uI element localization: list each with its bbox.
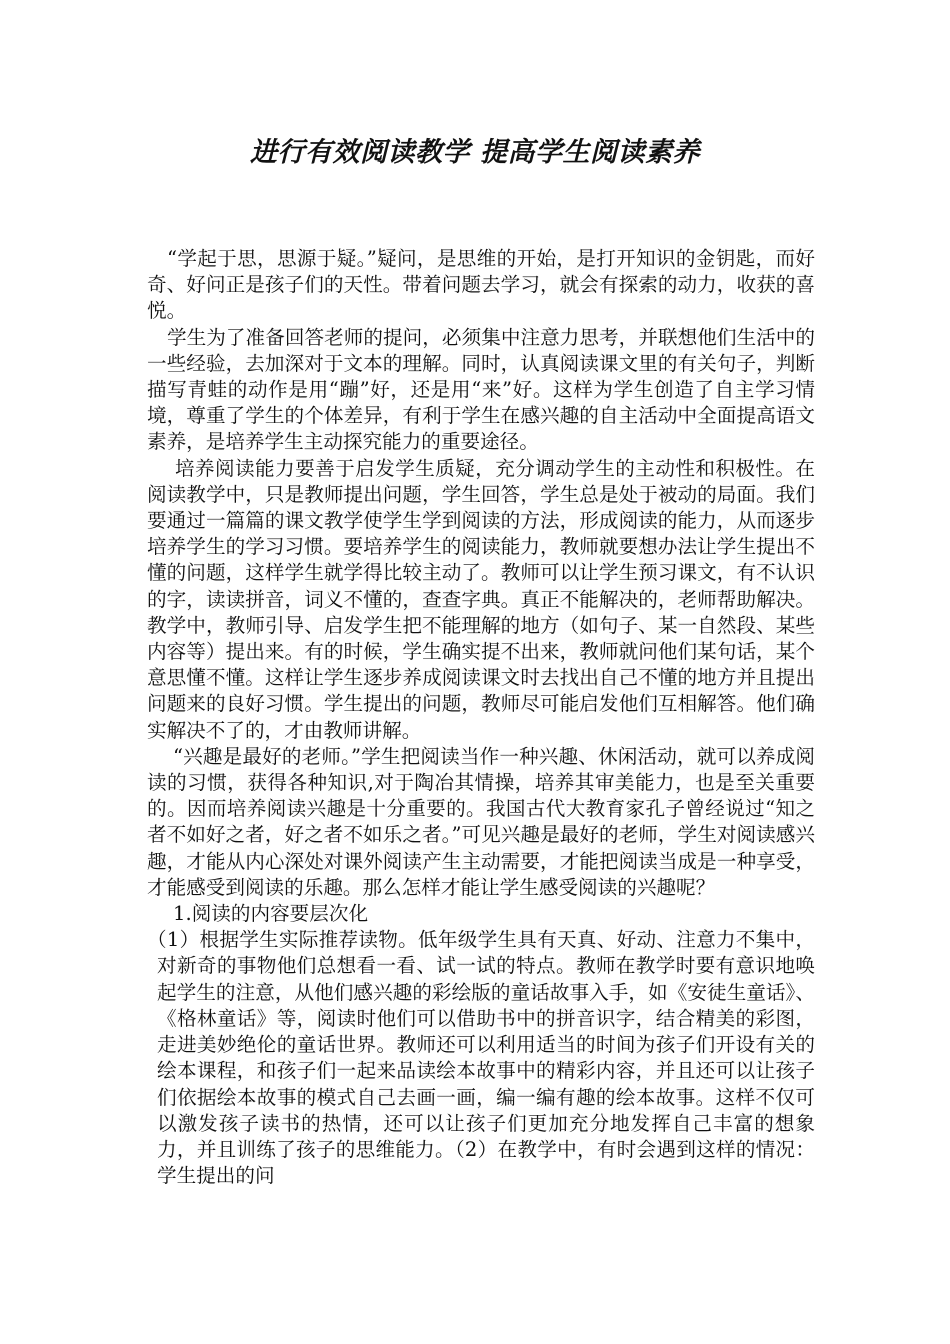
document-body bbox=[147, 246, 815, 1189]
paragraph-1: “学起于思，思源于疑。”疑问，是思维的开始，是打开知识的金钥匙，而好奇、好问正是孩子们的天性。带着问题去学习，就会有探索的动力，收获的喜悦。 bbox=[147, 247, 815, 323]
document-title: 进行有效阅读教学 提高学生阅读素养 bbox=[250, 137, 700, 168]
paragraph-4: “兴趣是最好的老师。”学生把阅读当作一种兴趣、休闲活动，就可以养成阅读的习惯，获得各种知识,对于陶冶其情操，培养其审美能力，也是至关重要的。因而培养阅读兴趣是十分重要的。我国古代大教育家孔子曾经说过“知之者不如好之者，好之者不如乐之者。”可见兴趣是最好的老师，学生对阅读感兴趣，才能从内心深处对课外阅读产生主动需要，才能把阅读当成是一种享受，才能感受到阅读的乐趣。那么怎样才能让学生感受阅读的兴趣呢？ bbox=[147, 744, 815, 899]
paragraph-3: 培养阅读能力要善于启发学生质疑，充分调动学生的主动性和积极性。在阅读教学中，只是教师提出问题，学生回答，学生总是处于被动的局面。我们要通过一篇篇的课文教学使学生学到阅读的方法，形成阅读的能力，从而逐步培养学生的学习习惯。要培养学生的阅读能力，教师就要想办法让学生提出不懂的问题，这样学生就学得比较主动了。教师可以让学生预习课文，有不认识的字，读读拼音，词义不懂的，查查字典。真正不能解决的，老师帮助解决。教学中，教师引导、启发学生把不能理解的地方（如句子、某一自然段、某些内容等）提出来。有的时候，学生确实提不出来，教师就问他们某句话，某个意思懂不懂。这样让学生逐步养成阅读课文时去找出自己不懂的地方并且提出问题来的良好习惯。学生提出的问题，教师尽可能启发他们互相解答。他们确实解决不了的，才由教师讲解。 bbox=[147, 456, 815, 742]
section-heading: 1.阅读的内容要层次化 bbox=[173, 902, 369, 926]
paragraph-2: 学生为了准备回答老师的提问，必须集中注意力思考，并联想他们生活中的一些经验，去加深对于文本的理解。同时，认真阅读课文里的有关句子，判断描写青蛙的动作是用“蹦”好，还是用“来”好。这样为学生创造了自主学习情境，尊重了学生的个体差异，有利于学生在感兴趣的自主活动中全面提高语文素养，是培养学生主动探究能力的重要途径。 bbox=[147, 325, 815, 454]
paragraph-5: （1）根据学生实际推荐读物。低年级学生具有天真、好动、注意力不集中，对新奇的事物他们总想看一看、试一试的特点。教师在教学时要有意识地唤起学生的注意，从他们感兴趣的彩绘版的童话故事入手，如《安徒生童话》、《格林童话》等，阅读时他们可以借助书中的拼音识字，结合精美的彩图，走进美妙绝伦的童话世界。教师还可以利用适当的时间为孩子们开设有关的绘本课程，和孩子们一起来品读绘本故事中的精彩内容，并且还可以让孩子们依据绘本故事的模式自己去画一画，编一编有趣的绘本故事。这样不仅可以激发孩子读书的热情，还可以让孩子们更加充分地发挥自己丰富的想象力，并且训练了孩子的思维能力。（2）在教学中，有时会遇到这样的情况：学生提出的问 bbox=[147, 928, 815, 1188]
